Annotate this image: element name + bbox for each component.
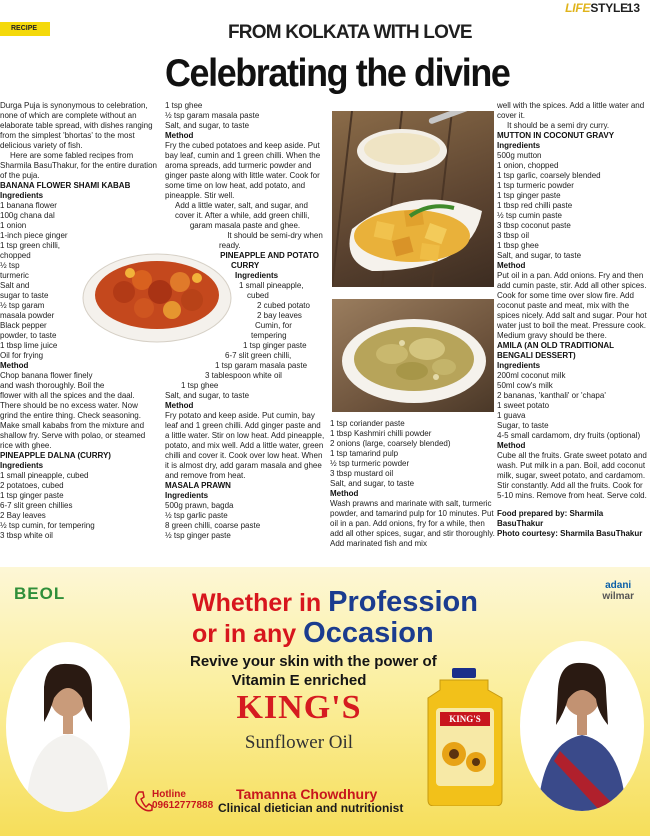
- ingredient: ½ tsp cumin paste: [497, 211, 562, 220]
- ingredient: 1 tsp ghee: [181, 381, 219, 390]
- ingredients-heading: Ingredients: [497, 141, 541, 150]
- ingredient: 1 onion, chopped: [497, 161, 559, 170]
- ingredient: 3 tablespoon white oil: [205, 371, 282, 380]
- endorser-name: Tamanna Chowdhury: [236, 786, 378, 802]
- ingredient: 1 sweet potato: [497, 401, 550, 410]
- method-line: rice with ghee.: [0, 441, 52, 450]
- ad-tagline: Revive your skin with the power of: [190, 653, 437, 670]
- ingredient: Oil for frying: [0, 351, 44, 360]
- ingredient: 1 small pineapple, cubed: [0, 471, 89, 480]
- method-heading: Method: [497, 261, 526, 270]
- recipe-title: AMILA (AN OLD TRADITIONAL BENGALI DESSERT): [497, 341, 614, 360]
- method-text: [0, 371, 160, 451]
- ingredient: 500g mutton: [497, 151, 542, 160]
- section-tag: RECIPE: [0, 22, 50, 36]
- ad-headline-line-1: [192, 586, 478, 619]
- hotline-number[interactable]: 09612777888: [152, 800, 214, 811]
- method-line: shallow fry. Serve with polao, or steamed: [0, 431, 146, 440]
- ingredient: ½ tsp turmeric powder: [330, 459, 410, 468]
- oil-bottle-image: [422, 668, 508, 806]
- ingredient: ½ tsp ginger paste: [165, 531, 231, 540]
- method-line: grind the entire thing. Check seasoning.: [0, 411, 141, 420]
- ingredient: 1 small pineapple,: [239, 281, 304, 290]
- ingredient: 8 green chilli, coarse paste: [165, 521, 261, 530]
- ingredient: powder, to taste: [0, 331, 57, 340]
- ingredients-heading: Ingredients: [497, 361, 541, 370]
- method-text: Cube all the fruits. Grate sweet potato and wash. Put milk in a pan. Boil, add coconut milk, sugar, sweet potato, and cardamom. Stir constantly. Add all the fruits. Cook for 5-10 mins. Remove from heat. Serve cold.: [497, 451, 647, 500]
- ad-headline-part: or in any: [192, 620, 304, 648]
- ingredient: 1 tsp ginger paste: [497, 191, 561, 200]
- ingredient: 2 bananas, 'kanthali' or 'chapa': [497, 391, 606, 400]
- pineapple-curry-illustration: [332, 111, 494, 287]
- beol-logo: BEOL: [14, 584, 66, 603]
- masala-prawn-illustration: [332, 299, 494, 412]
- ingredient: 3 tbsp coconut paste: [497, 221, 571, 230]
- recipe-title: MASALA PRAWN: [165, 481, 231, 490]
- adani-wilmar-logo: [602, 580, 634, 602]
- ingredient: tempering: [251, 331, 287, 340]
- credit-food: Food prepared by: Sharmila BasuThakur: [497, 509, 604, 528]
- recipe-title: MUTTON IN COCONUT GRAVY: [497, 131, 615, 140]
- hotline-label: Hotline: [152, 789, 186, 800]
- phone-icon: [133, 789, 153, 815]
- ingredient-list: [0, 471, 160, 541]
- kicker: FROM KOLKATA WITH LOVE: [228, 22, 472, 43]
- bottle-label-brand: KING'S: [449, 714, 481, 724]
- ingredient: 1 onion: [0, 221, 27, 230]
- ingredient: 50ml cow's milk: [497, 381, 553, 390]
- intro-paragraph: Durga Puja is synonymous to celebration, none of which are complete without an elaborate table spread, with dishes ranging from the simplest 'bhortas' to the most delicious variety of fish.: [0, 101, 153, 150]
- food-photo-pineapple-curry: [332, 111, 494, 287]
- ingredient: Salt, and sugar, to taste: [330, 479, 415, 488]
- method-line: There should be no excess water. Now: [0, 401, 138, 410]
- oil-bottle-illustration: [422, 668, 508, 806]
- method-line: and wash thoroughly. Boil the: [0, 381, 105, 390]
- section-brand: [565, 1, 628, 15]
- ingredient: 200ml coconut milk: [497, 371, 566, 380]
- ingredient: Salt, and sugar, to taste: [165, 391, 250, 400]
- method-text: Put oil in a pan. Add onions. Fry and then add cumin paste, stir. Add all other spices. Cook for some time over slow fire. Add coconut paste and meat, mix with the spices nicely. Add salt and sugar. Pour hot water just to boil the meat. Pressure cook. Medium gravy should be there.: [497, 271, 647, 340]
- column-3: [330, 419, 495, 549]
- ingredient: 1 tsp garam masala paste: [215, 361, 308, 370]
- ingredient: 2 Bay leaves: [0, 511, 46, 520]
- ad-subtagline: Vitamin E enriched: [231, 672, 367, 689]
- adani-logo-text: adani: [605, 580, 632, 591]
- brand-first: LIFE: [565, 1, 591, 15]
- ingredient: Sugar, to taste: [497, 421, 549, 430]
- ingredients-heading: Ingredients: [235, 271, 279, 280]
- method-heading: Method: [497, 441, 526, 450]
- ingredient: Salt and: [0, 281, 30, 290]
- wilmar-logo-text: wilmar: [602, 591, 634, 602]
- ingredient: ½ tsp cumin, for tempering: [0, 521, 95, 530]
- column-2: [165, 101, 325, 541]
- ingredient: 2 cubed potato: [257, 301, 310, 310]
- page-number: 13: [626, 1, 640, 15]
- method-heading: Method: [330, 489, 359, 498]
- spacer: [497, 501, 650, 509]
- ingredient: 1 tsp tamarind pulp: [330, 449, 399, 458]
- method-text: Wash prawns and marinate with salt, turmeric powder, and tamarind pulp for 10 minutes. Put oil in a pan. Add onions, fry for a while, then add all other spices, sugar, and stir thoroughly. Add marinated fish and mix: [330, 499, 495, 548]
- ingredient: 1 tsp coriander paste: [330, 419, 405, 428]
- product-name: Sunflower Oil: [244, 732, 354, 753]
- ingredient: 1 tsp garlic, coarsely blended: [497, 171, 601, 180]
- method-line: Add a little water, salt, and sugar, and: [175, 201, 308, 210]
- method-heading: Method: [165, 131, 194, 140]
- ingredient: 3 tbsp white oil: [0, 531, 53, 540]
- ingredient: 1 tsp ginger paste: [243, 341, 307, 350]
- ingredient: 2 bay leaves: [257, 311, 302, 320]
- recipe-title: PINEAPPLE AND POTATO: [220, 251, 319, 260]
- ingredient: 1-inch piece ginger: [0, 231, 68, 240]
- ingredient: Salt, and sugar, to taste: [165, 121, 250, 130]
- method-line: cover it. After a while, add green chilli,: [175, 211, 310, 220]
- ingredient: 1 tsp ghee: [165, 101, 203, 110]
- brand-second: STYLE: [590, 1, 628, 15]
- ingredient: Salt, and sugar, to taste: [497, 251, 582, 260]
- method-heading: Method: [0, 361, 29, 370]
- ingredient: chopped: [0, 251, 31, 260]
- ingredient: masala powder: [0, 311, 55, 320]
- ingredient: ½ tsp garam masala paste: [165, 111, 260, 120]
- ingredient: turmeric: [0, 271, 29, 280]
- ingredient: 6-7 slit green chillies: [0, 501, 73, 510]
- ingredients-heading: Ingredients: [0, 461, 44, 470]
- method-line: Make small kababs from the mixture and: [0, 421, 145, 430]
- ingredient: 1 banana flower: [0, 201, 57, 210]
- ingredient: cubed: [247, 291, 269, 300]
- method-text: well with the spices. Add a little water and cover it.: [497, 101, 645, 120]
- ad-headline-emphasis: Profession: [328, 586, 478, 618]
- credit-photo: Photo courtesy: Sharmila BasuThakur: [497, 529, 643, 538]
- advertisement: [0, 567, 650, 836]
- ingredients-heading: Ingredients: [0, 191, 44, 200]
- ad-headline-emphasis: Occasion: [303, 617, 434, 649]
- ingredient: 3 tbsp oil: [497, 231, 530, 240]
- endorser-title: Clinical dietician and nutritionist: [218, 801, 404, 815]
- recipe-title: PINEAPPLE DALNA (CURRY): [0, 451, 111, 460]
- ingredient: 1 tbsp red chilli paste: [497, 201, 573, 210]
- kings-brand-logo: KING'S: [236, 689, 362, 726]
- recipe-title: BANANA FLOWER SHAMI KABAB: [0, 181, 131, 190]
- ingredient: 1 tbsp Kashmiri chilli powder: [330, 429, 432, 438]
- intro-paragraph: Here are some fabled recipes from Sharmila BasuThakur, for the entire duration of the puja.: [0, 151, 157, 180]
- ingredient: 1 tsp green chilli,: [0, 241, 61, 250]
- method-line: It should be semi-dry when: [227, 231, 323, 240]
- method-text: It should be a semi dry curry.: [507, 121, 610, 130]
- ingredient: 3 tbsp mustard oil: [330, 469, 394, 478]
- ingredient: 4-5 small cardamom, dry fruits (optional): [497, 431, 641, 440]
- ingredient: 1 tbsp ghee: [497, 241, 539, 250]
- method-line: flower with all the spices and the daal.: [0, 391, 135, 400]
- ingredient: 1 tbsp lime juice: [0, 341, 58, 350]
- ingredient: 2 onions (large, coarsely blended): [330, 439, 451, 448]
- ingredient: Black pepper: [0, 321, 47, 330]
- method-line: garam masala paste and ghee.: [189, 221, 301, 230]
- ingredient: 500g prawn, bagda: [165, 501, 234, 510]
- ingredient: 1 guava: [497, 411, 526, 420]
- ingredient: ½ tsp garam: [0, 301, 45, 310]
- woman-in-white-figure: [6, 642, 130, 812]
- food-photo-masala-prawn: [332, 299, 494, 412]
- headline: Celebrating the divine: [165, 52, 510, 95]
- method-text: Fry the cubed potatoes and keep aside. Put bay leaf, cumin and 1 green chilli. When the aroma spreads, add turmeric powder and ginger paste along with little water. Cook for some time on low heat, add potato, and pineapple. Stir well.: [165, 141, 321, 200]
- method-text: Fry potato and keep aside. Put cumin, bay leaf and 1 green chilli. Add ginger paste and a little water. Stir on low heat. Add pineapple, potato, and mix well. Add a little water, green chilli and cover it. Cook over low heat. When it is almost dry, add garam masala and ghee and remove from heat.: [165, 411, 325, 480]
- column-4: [497, 101, 650, 539]
- ingredient: ½ tsp: [0, 261, 20, 270]
- model-portrait-left: [6, 642, 130, 812]
- ingredient: 1 tsp turmeric powder: [497, 181, 574, 190]
- ingredient: 1 tsp ginger paste: [0, 491, 64, 500]
- ingredient: 6-7 slit green chilli,: [225, 351, 292, 360]
- method-line: ready.: [219, 241, 241, 250]
- ingredient: ½ tsp garlic paste: [165, 511, 228, 520]
- ingredient: 100g chana dal: [0, 211, 55, 220]
- method-line: Chop banana flower finely: [0, 371, 93, 380]
- ad-headline-part: Whether in: [192, 589, 329, 617]
- ingredient: Cumin, for: [255, 321, 292, 330]
- recipe-title: CURRY: [231, 261, 260, 270]
- method-heading: Method: [165, 401, 194, 410]
- ingredient: 2 potatoes, cubed: [0, 481, 64, 490]
- ingredient: sugar to taste: [0, 291, 49, 300]
- ad-headline-line-2: [192, 617, 434, 650]
- ingredients-heading: Ingredients: [165, 491, 209, 500]
